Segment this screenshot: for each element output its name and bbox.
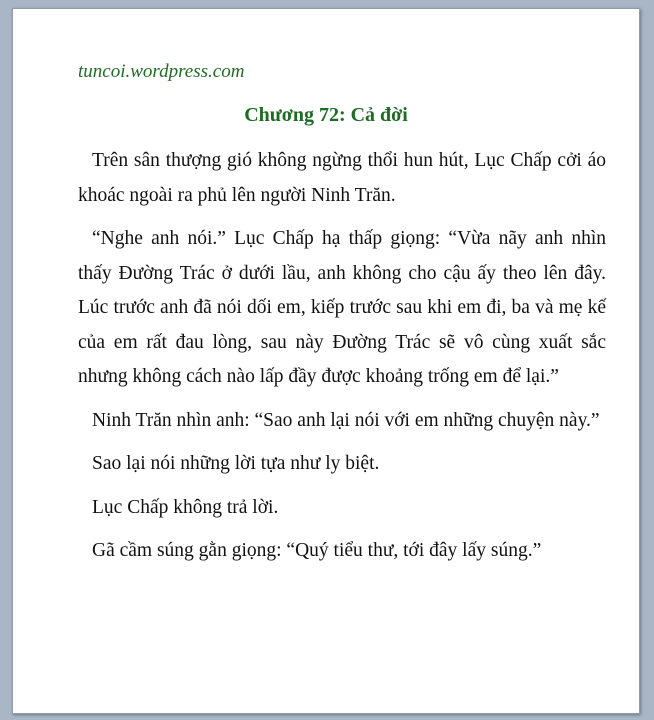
document-page [12, 8, 640, 714]
paragraph: Sao lại nói những lời tựa như ly biệt. [92, 453, 380, 474]
source-url: tuncoi.wordpress.com [78, 61, 245, 82]
paragraph: Lục Chấp không trả lời. [92, 496, 279, 518]
paragraph: Gã cầm súng gằn giọng: “Quý tiểu thư, tới đây lấy súng.” [92, 540, 542, 561]
chapter-body [78, 144, 606, 578]
paragraph: Trên sân thượng gió không ngừng thổi hun hút, Lục Chấp cởi áo khoác ngoài ra phủ lên người Ninh Trăn. [78, 150, 606, 206]
paragraph: Ninh Trăn nhìn anh: “Sao anh lại nói với em những chuyện này.” [92, 409, 600, 431]
chapter-title: Chương 72: Cả đời [244, 104, 408, 126]
paragraph: “Nghe anh nói.” Lục Chấp hạ thấp giọng: “Vừa nãy anh nhìn thấy Đường Trác ở dưới lầu, anh không cho cậu ấy theo lên đây. Lúc trước anh đã nói dối em, kiếp trước sau khi em đi, ba và mẹ kế của em rất đau lòng, sau này Đường Trác sẽ vô cùng xuất sắc nhưng không cách nào lấp đầy được khoảng trống em để lại.” [78, 228, 606, 387]
